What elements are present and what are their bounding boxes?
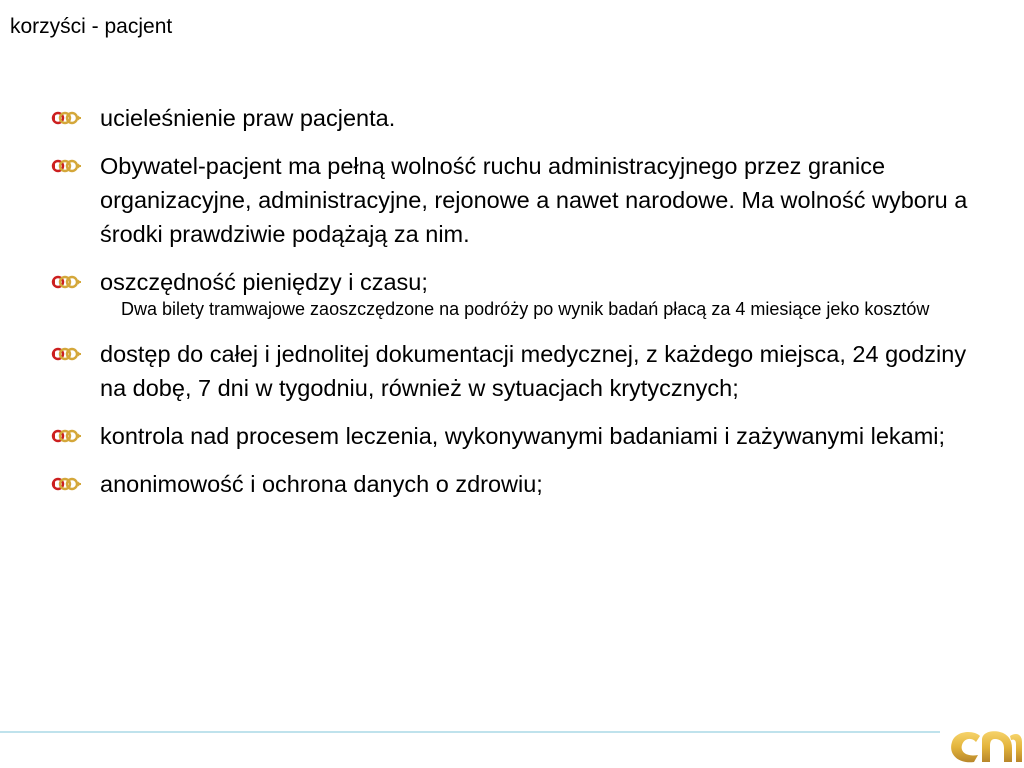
interlocking-rings-arrow-icon [50, 345, 82, 363]
list-item [50, 149, 980, 251]
interlocking-rings-arrow-icon [50, 157, 82, 175]
cn-logo [944, 722, 1024, 768]
list-item [50, 467, 980, 501]
interlocking-rings-arrow-icon [50, 273, 82, 291]
bullet-text: dostęp do całej i jednolitej dokumentacji medycznej, z każdego miejsca, 24 godziny na dobę, 7 dni w tygodniu, również w sytuacjach krytycznych; [100, 341, 967, 401]
list-item [50, 265, 980, 323]
list-item [50, 419, 980, 453]
bullet-text: anonimowość i ochrona danych o zdrowiu; [100, 471, 543, 497]
bullet-text: Obywatel-pacjent ma pełną wolność ruchu administracyjnego przez granice organizacyjne, administracyjne, rejonowe a nawet narodowe. Ma wolność wyboru a środki prawdziwie podążają za nim. [100, 153, 968, 247]
list-item [50, 337, 980, 405]
bullet-text: oszczędność pieniędzy i czasu; [100, 269, 428, 295]
interlocking-rings-arrow-icon [50, 109, 82, 127]
list-item [50, 101, 980, 135]
slide-title: korzyści - pacjent [10, 15, 173, 38]
bullet-text: kontrola nad procesem leczenia, wykonywanymi badaniami i zażywanymi lekami; [100, 423, 946, 449]
bullet-text: ucieleśnienie praw pacjenta. [100, 105, 396, 131]
sub-bullet-text: Dwa bilety tramwajowe zaoszczędzone na podróży po wynik badań płacą za 4 miesiące jeko kosztów [121, 299, 930, 319]
interlocking-rings-arrow-icon [50, 475, 82, 493]
footer-divider [0, 731, 940, 733]
interlocking-rings-arrow-icon [50, 427, 82, 445]
bullet-list [50, 101, 980, 515]
